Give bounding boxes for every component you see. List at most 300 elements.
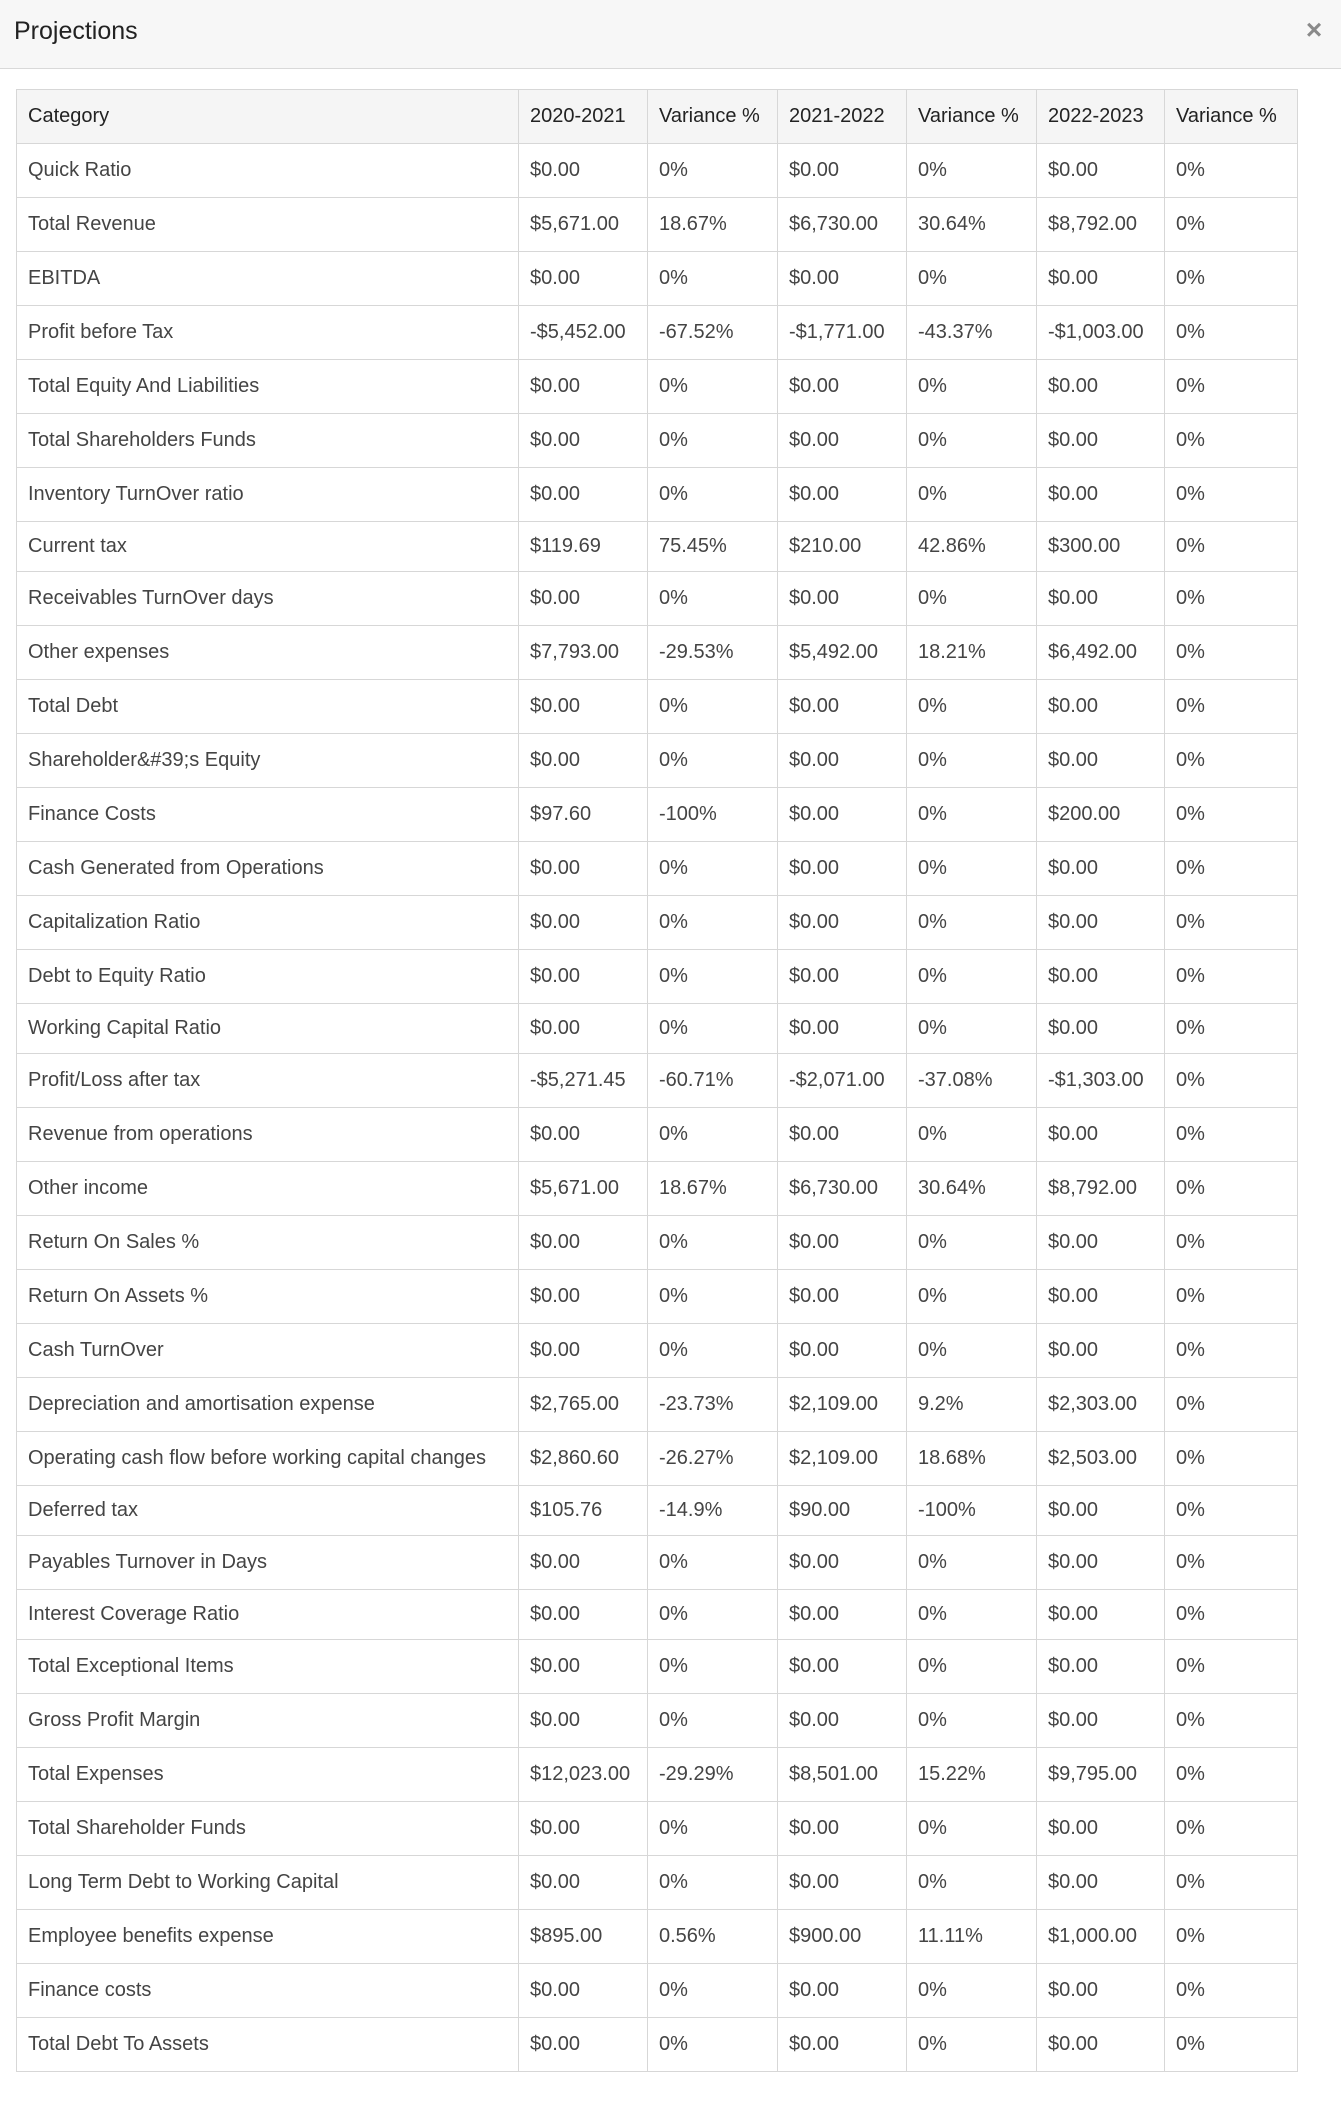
table-row <box>17 950 1298 1004</box>
value-2022-2023-cell: $300.00 <box>1037 522 1165 572</box>
value-2020-2021-cell: $7,793.00 <box>519 626 648 680</box>
variance-1-cell: 0% <box>648 252 778 306</box>
value-2020-2021-cell: $2,860.60 <box>519 1432 648 1486</box>
table-row <box>17 414 1298 468</box>
table-row <box>17 1162 1298 1216</box>
table-header-row <box>17 90 1298 144</box>
value-2020-2021-cell: $5,671.00 <box>519 1162 648 1216</box>
value-2022-2023-cell: $0.00 <box>1037 734 1165 788</box>
table-row <box>17 1054 1298 1108</box>
variance-2-cell: 0% <box>907 1270 1037 1324</box>
variance-2-cell: 0% <box>907 1856 1037 1910</box>
category-cell: Finance Costs <box>17 788 519 842</box>
variance-3-cell: 0% <box>1165 788 1298 842</box>
value-2021-2022-cell: $6,730.00 <box>778 198 907 252</box>
value-2020-2021-cell: $0.00 <box>519 1802 648 1856</box>
value-2020-2021-cell: $0.00 <box>519 680 648 734</box>
category-cell: Return On Sales % <box>17 1216 519 1270</box>
variance-3-cell: 0% <box>1165 1054 1298 1108</box>
value-2020-2021-cell: $0.00 <box>519 1270 648 1324</box>
variance-2-cell: 0% <box>907 1216 1037 1270</box>
variance-2-cell: 0% <box>907 252 1037 306</box>
category-cell: Debt to Equity Ratio <box>17 950 519 1004</box>
variance-1-cell: 0% <box>648 896 778 950</box>
variance-3-cell: 0% <box>1165 252 1298 306</box>
value-2021-2022-cell: $0.00 <box>778 788 907 842</box>
variance-1-cell: 0% <box>648 1324 778 1378</box>
value-2021-2022-cell: $0.00 <box>778 252 907 306</box>
variance-3-cell: 0% <box>1165 198 1298 252</box>
variance-1-cell: 0% <box>648 1536 778 1590</box>
value-2020-2021-cell: $0.00 <box>519 1590 648 1640</box>
value-2020-2021-cell: $0.00 <box>519 1216 648 1270</box>
table-row <box>17 1536 1298 1590</box>
category-cell: Capitalization Ratio <box>17 896 519 950</box>
variance-1-cell: 0% <box>648 1694 778 1748</box>
value-2021-2022-cell: $2,109.00 <box>778 1432 907 1486</box>
table-row <box>17 252 1298 306</box>
value-2020-2021-cell: $0.00 <box>519 1964 648 2018</box>
variance-2-cell: 0% <box>907 360 1037 414</box>
value-2022-2023-cell: $0.00 <box>1037 1324 1165 1378</box>
value-2022-2023-cell: $0.00 <box>1037 144 1165 198</box>
value-2022-2023-cell: -$1,003.00 <box>1037 306 1165 360</box>
variance-3-cell: 0% <box>1165 680 1298 734</box>
variance-3-cell: 0% <box>1165 1432 1298 1486</box>
table-row <box>17 1486 1298 1536</box>
table-row <box>17 1324 1298 1378</box>
variance-3-cell: 0% <box>1165 572 1298 626</box>
value-2020-2021-cell: $0.00 <box>519 1004 648 1054</box>
value-2020-2021-cell: $12,023.00 <box>519 1748 648 1802</box>
modal-title: Projections <box>14 17 138 45</box>
value-2022-2023-cell: $0.00 <box>1037 572 1165 626</box>
value-2022-2023-cell: $0.00 <box>1037 468 1165 522</box>
value-2022-2023-cell: $0.00 <box>1037 414 1165 468</box>
value-2021-2022-cell: $0.00 <box>778 1856 907 1910</box>
header-year-2022-2023: 2022-2023 <box>1037 90 1165 144</box>
value-2020-2021-cell: $97.60 <box>519 788 648 842</box>
category-cell: Total Exceptional Items <box>17 1640 519 1694</box>
value-2022-2023-cell: $0.00 <box>1037 1004 1165 1054</box>
value-2021-2022-cell: $0.00 <box>778 1324 907 1378</box>
variance-2-cell: 0% <box>907 734 1037 788</box>
variance-3-cell: 0% <box>1165 2018 1298 2072</box>
variance-3-cell: 0% <box>1165 1802 1298 1856</box>
category-cell: Interest Coverage Ratio <box>17 1590 519 1640</box>
header-variance-1: Variance % <box>648 90 778 144</box>
close-icon[interactable]: × <box>1305 14 1323 45</box>
variance-1-cell: -23.73% <box>648 1378 778 1432</box>
variance-3-cell: 0% <box>1165 1108 1298 1162</box>
category-cell: Profit before Tax <box>17 306 519 360</box>
value-2020-2021-cell: -$5,271.45 <box>519 1054 648 1108</box>
variance-3-cell: 0% <box>1165 306 1298 360</box>
value-2021-2022-cell: $0.00 <box>778 1640 907 1694</box>
variance-3-cell: 0% <box>1165 1640 1298 1694</box>
variance-1-cell: 18.67% <box>648 198 778 252</box>
table-row <box>17 1108 1298 1162</box>
variance-2-cell: 42.86% <box>907 522 1037 572</box>
category-cell: Payables Turnover in Days <box>17 1536 519 1590</box>
value-2021-2022-cell: $6,730.00 <box>778 1162 907 1216</box>
value-2022-2023-cell: $0.00 <box>1037 1486 1165 1536</box>
variance-1-cell: 0% <box>648 144 778 198</box>
value-2021-2022-cell: -$1,771.00 <box>778 306 907 360</box>
variance-3-cell: 0% <box>1165 522 1298 572</box>
category-cell: Profit/Loss after tax <box>17 1054 519 1108</box>
variance-2-cell: -100% <box>907 1486 1037 1536</box>
variance-1-cell: 0% <box>648 1802 778 1856</box>
value-2022-2023-cell: $8,792.00 <box>1037 1162 1165 1216</box>
variance-3-cell: 0% <box>1165 360 1298 414</box>
category-cell: Total Debt To Assets <box>17 2018 519 2072</box>
value-2022-2023-cell: $0.00 <box>1037 1590 1165 1640</box>
value-2022-2023-cell: $0.00 <box>1037 1964 1165 2018</box>
variance-3-cell: 0% <box>1165 1590 1298 1640</box>
variance-3-cell: 0% <box>1165 1694 1298 1748</box>
variance-1-cell: 0% <box>648 1108 778 1162</box>
category-cell: Cash Generated from Operations <box>17 842 519 896</box>
table-row <box>17 468 1298 522</box>
value-2020-2021-cell: $119.69 <box>519 522 648 572</box>
table-row <box>17 2018 1298 2072</box>
variance-2-cell: 0% <box>907 2018 1037 2072</box>
value-2021-2022-cell: $0.00 <box>778 680 907 734</box>
table-row <box>17 144 1298 198</box>
table-row <box>17 680 1298 734</box>
value-2022-2023-cell: $0.00 <box>1037 1640 1165 1694</box>
table-row <box>17 1590 1298 1640</box>
table-row <box>17 1270 1298 1324</box>
variance-2-cell: 0% <box>907 414 1037 468</box>
value-2021-2022-cell: $0.00 <box>778 1216 907 1270</box>
value-2021-2022-cell: $0.00 <box>778 734 907 788</box>
value-2022-2023-cell: $0.00 <box>1037 680 1165 734</box>
category-cell: Other expenses <box>17 626 519 680</box>
variance-3-cell: 0% <box>1165 1270 1298 1324</box>
category-cell: EBITDA <box>17 252 519 306</box>
value-2020-2021-cell: $0.00 <box>519 144 648 198</box>
category-cell: Shareholder&#39;s Equity <box>17 734 519 788</box>
category-cell: Quick Ratio <box>17 144 519 198</box>
variance-1-cell: 0% <box>648 1590 778 1640</box>
table-row <box>17 626 1298 680</box>
table-row <box>17 1640 1298 1694</box>
value-2022-2023-cell: $0.00 <box>1037 950 1165 1004</box>
variance-1-cell: -67.52% <box>648 306 778 360</box>
category-cell: Finance costs <box>17 1964 519 2018</box>
variance-1-cell: 0% <box>648 468 778 522</box>
value-2022-2023-cell: $0.00 <box>1037 1216 1165 1270</box>
variance-1-cell: -26.27% <box>648 1432 778 1486</box>
variance-2-cell: 0% <box>907 572 1037 626</box>
value-2022-2023-cell: $2,503.00 <box>1037 1432 1165 1486</box>
modal-body <box>16 89 1298 2072</box>
value-2022-2023-cell: $2,303.00 <box>1037 1378 1165 1432</box>
value-2022-2023-cell: $0.00 <box>1037 896 1165 950</box>
value-2021-2022-cell: $0.00 <box>778 1590 907 1640</box>
value-2020-2021-cell: $0.00 <box>519 1324 648 1378</box>
value-2021-2022-cell: $0.00 <box>778 468 907 522</box>
value-2021-2022-cell: $0.00 <box>778 1108 907 1162</box>
value-2021-2022-cell: $0.00 <box>778 950 907 1004</box>
variance-1-cell: 0% <box>648 2018 778 2072</box>
value-2020-2021-cell: $0.00 <box>519 896 648 950</box>
value-2020-2021-cell: $0.00 <box>519 1536 648 1590</box>
variance-2-cell: 0% <box>907 1324 1037 1378</box>
value-2020-2021-cell: $0.00 <box>519 360 648 414</box>
category-cell: Cash TurnOver <box>17 1324 519 1378</box>
value-2022-2023-cell: -$1,303.00 <box>1037 1054 1165 1108</box>
value-2020-2021-cell: $0.00 <box>519 252 648 306</box>
table-row <box>17 572 1298 626</box>
table-row <box>17 360 1298 414</box>
variance-2-cell: 11.11% <box>907 1910 1037 1964</box>
table-row <box>17 788 1298 842</box>
value-2021-2022-cell: $0.00 <box>778 414 907 468</box>
variance-1-cell: 0% <box>648 842 778 896</box>
variance-2-cell: 0% <box>907 1590 1037 1640</box>
value-2021-2022-cell: $8,501.00 <box>778 1748 907 1802</box>
variance-2-cell: 0% <box>907 1694 1037 1748</box>
variance-1-cell: 75.45% <box>648 522 778 572</box>
value-2022-2023-cell: $0.00 <box>1037 1270 1165 1324</box>
variance-2-cell: 0% <box>907 1108 1037 1162</box>
variance-1-cell: 0% <box>648 1270 778 1324</box>
category-cell: Current tax <box>17 522 519 572</box>
modal-header <box>0 0 1341 69</box>
table-row <box>17 522 1298 572</box>
value-2021-2022-cell: $2,109.00 <box>778 1378 907 1432</box>
value-2021-2022-cell: $0.00 <box>778 1964 907 2018</box>
table-row <box>17 1910 1298 1964</box>
variance-2-cell: 0% <box>907 680 1037 734</box>
value-2021-2022-cell: $900.00 <box>778 1910 907 1964</box>
value-2021-2022-cell: $0.00 <box>778 842 907 896</box>
table-row <box>17 1748 1298 1802</box>
table-row <box>17 1694 1298 1748</box>
variance-2-cell: -43.37% <box>907 306 1037 360</box>
table-row <box>17 1378 1298 1432</box>
variance-2-cell: 9.2% <box>907 1378 1037 1432</box>
value-2022-2023-cell: $200.00 <box>1037 788 1165 842</box>
category-cell: Deferred tax <box>17 1486 519 1536</box>
table-row <box>17 734 1298 788</box>
value-2020-2021-cell: $0.00 <box>519 950 648 1004</box>
variance-3-cell: 0% <box>1165 896 1298 950</box>
variance-1-cell: 0% <box>648 734 778 788</box>
variance-1-cell: 0% <box>648 572 778 626</box>
table-row <box>17 1802 1298 1856</box>
value-2020-2021-cell: $0.00 <box>519 1108 648 1162</box>
variance-3-cell: 0% <box>1165 1910 1298 1964</box>
value-2020-2021-cell: $0.00 <box>519 734 648 788</box>
value-2022-2023-cell: $0.00 <box>1037 1694 1165 1748</box>
variance-1-cell: -100% <box>648 788 778 842</box>
variance-3-cell: 0% <box>1165 626 1298 680</box>
value-2020-2021-cell: $0.00 <box>519 414 648 468</box>
category-cell: Total Expenses <box>17 1748 519 1802</box>
value-2022-2023-cell: $6,492.00 <box>1037 626 1165 680</box>
value-2020-2021-cell: $5,671.00 <box>519 198 648 252</box>
value-2021-2022-cell: $0.00 <box>778 572 907 626</box>
variance-3-cell: 0% <box>1165 734 1298 788</box>
category-cell: Gross Profit Margin <box>17 1694 519 1748</box>
variance-1-cell: -60.71% <box>648 1054 778 1108</box>
variance-2-cell: 0% <box>907 896 1037 950</box>
category-cell: Employee benefits expense <box>17 1910 519 1964</box>
variance-3-cell: 0% <box>1165 1162 1298 1216</box>
table-row <box>17 306 1298 360</box>
variance-3-cell: 0% <box>1165 1324 1298 1378</box>
variance-2-cell: 18.21% <box>907 626 1037 680</box>
category-cell: Operating cash flow before working capital changes <box>17 1432 519 1486</box>
value-2021-2022-cell: $0.00 <box>778 896 907 950</box>
table-row <box>17 896 1298 950</box>
variance-3-cell: 0% <box>1165 1964 1298 2018</box>
variance-1-cell: 0% <box>648 1640 778 1694</box>
value-2020-2021-cell: $0.00 <box>519 1856 648 1910</box>
variance-1-cell: 0% <box>648 1004 778 1054</box>
variance-3-cell: 0% <box>1165 1378 1298 1432</box>
value-2022-2023-cell: $1,000.00 <box>1037 1910 1165 1964</box>
value-2021-2022-cell: $0.00 <box>778 1004 907 1054</box>
value-2020-2021-cell: $0.00 <box>519 2018 648 2072</box>
variance-1-cell: 0% <box>648 1964 778 2018</box>
value-2021-2022-cell: -$2,071.00 <box>778 1054 907 1108</box>
variance-2-cell: 0% <box>907 1536 1037 1590</box>
variance-3-cell: 0% <box>1165 1748 1298 1802</box>
variance-2-cell: 30.64% <box>907 198 1037 252</box>
value-2022-2023-cell: $0.00 <box>1037 360 1165 414</box>
category-cell: Total Shareholders Funds <box>17 414 519 468</box>
table-body <box>17 144 1298 2072</box>
variance-1-cell: 18.67% <box>648 1162 778 1216</box>
variance-2-cell: 0% <box>907 1964 1037 2018</box>
variance-2-cell: 0% <box>907 842 1037 896</box>
category-cell: Return On Assets % <box>17 1270 519 1324</box>
table-row <box>17 1964 1298 2018</box>
variance-3-cell: 0% <box>1165 842 1298 896</box>
value-2020-2021-cell: -$5,452.00 <box>519 306 648 360</box>
variance-2-cell: -37.08% <box>907 1054 1037 1108</box>
variance-3-cell: 0% <box>1165 1486 1298 1536</box>
header-category: Category <box>17 90 519 144</box>
category-cell: Inventory TurnOver ratio <box>17 468 519 522</box>
value-2021-2022-cell: $0.00 <box>778 360 907 414</box>
variance-2-cell: 0% <box>907 1640 1037 1694</box>
value-2020-2021-cell: $105.76 <box>519 1486 648 1536</box>
variance-2-cell: 15.22% <box>907 1748 1037 1802</box>
value-2021-2022-cell: $0.00 <box>778 1536 907 1590</box>
variance-2-cell: 0% <box>907 468 1037 522</box>
value-2022-2023-cell: $0.00 <box>1037 842 1165 896</box>
header-year-2020-2021: 2020-2021 <box>519 90 648 144</box>
variance-1-cell: 0% <box>648 414 778 468</box>
value-2022-2023-cell: $0.00 <box>1037 2018 1165 2072</box>
value-2020-2021-cell: $0.00 <box>519 1640 648 1694</box>
value-2021-2022-cell: $0.00 <box>778 1694 907 1748</box>
value-2020-2021-cell: $0.00 <box>519 1694 648 1748</box>
table-row <box>17 1432 1298 1486</box>
variance-1-cell: -29.53% <box>648 626 778 680</box>
variance-1-cell: 0% <box>648 1216 778 1270</box>
variance-3-cell: 0% <box>1165 414 1298 468</box>
variance-2-cell: 0% <box>907 144 1037 198</box>
category-cell: Total Shareholder Funds <box>17 1802 519 1856</box>
variance-3-cell: 0% <box>1165 1004 1298 1054</box>
variance-1-cell: 0% <box>648 1856 778 1910</box>
value-2020-2021-cell: $895.00 <box>519 1910 648 1964</box>
variance-3-cell: 0% <box>1165 1856 1298 1910</box>
variance-2-cell: 0% <box>907 1004 1037 1054</box>
value-2021-2022-cell: $210.00 <box>778 522 907 572</box>
value-2022-2023-cell: $8,792.00 <box>1037 198 1165 252</box>
value-2020-2021-cell: $2,765.00 <box>519 1378 648 1432</box>
category-cell: Working Capital Ratio <box>17 1004 519 1054</box>
header-year-2021-2022: 2021-2022 <box>778 90 907 144</box>
value-2022-2023-cell: $0.00 <box>1037 1802 1165 1856</box>
variance-1-cell: 0% <box>648 360 778 414</box>
value-2022-2023-cell: $0.00 <box>1037 1856 1165 1910</box>
value-2022-2023-cell: $0.00 <box>1037 1108 1165 1162</box>
value-2020-2021-cell: $0.00 <box>519 842 648 896</box>
value-2020-2021-cell: $0.00 <box>519 572 648 626</box>
value-2022-2023-cell: $0.00 <box>1037 1536 1165 1590</box>
value-2021-2022-cell: $0.00 <box>778 1270 907 1324</box>
header-variance-3: Variance % <box>1165 90 1298 144</box>
value-2021-2022-cell: $5,492.00 <box>778 626 907 680</box>
category-cell: Receivables TurnOver days <box>17 572 519 626</box>
variance-2-cell: 0% <box>907 788 1037 842</box>
variance-1-cell: 0% <box>648 950 778 1004</box>
header-variance-2: Variance % <box>907 90 1037 144</box>
category-cell: Other income <box>17 1162 519 1216</box>
category-cell: Total Equity And Liabilities <box>17 360 519 414</box>
variance-3-cell: 0% <box>1165 468 1298 522</box>
variance-3-cell: 0% <box>1165 1216 1298 1270</box>
category-cell: Revenue from operations <box>17 1108 519 1162</box>
variance-3-cell: 0% <box>1165 1536 1298 1590</box>
projections-table <box>16 89 1298 2072</box>
value-2021-2022-cell: $0.00 <box>778 1802 907 1856</box>
variance-1-cell: 0% <box>648 680 778 734</box>
category-cell: Total Revenue <box>17 198 519 252</box>
table-row <box>17 1216 1298 1270</box>
value-2021-2022-cell: $0.00 <box>778 144 907 198</box>
variance-2-cell: 0% <box>907 950 1037 1004</box>
variance-1-cell: -29.29% <box>648 1748 778 1802</box>
variance-1-cell: -14.9% <box>648 1486 778 1536</box>
value-2020-2021-cell: $0.00 <box>519 468 648 522</box>
table-row <box>17 1856 1298 1910</box>
category-cell: Total Debt <box>17 680 519 734</box>
table-row <box>17 1004 1298 1054</box>
value-2021-2022-cell: $90.00 <box>778 1486 907 1536</box>
variance-1-cell: 0.56% <box>648 1910 778 1964</box>
value-2022-2023-cell: $9,795.00 <box>1037 1748 1165 1802</box>
category-cell: Long Term Debt to Working Capital <box>17 1856 519 1910</box>
table-row <box>17 198 1298 252</box>
value-2021-2022-cell: $0.00 <box>778 2018 907 2072</box>
variance-2-cell: 18.68% <box>907 1432 1037 1486</box>
variance-2-cell: 30.64% <box>907 1162 1037 1216</box>
table-row <box>17 842 1298 896</box>
category-cell: Depreciation and amortisation expense <box>17 1378 519 1432</box>
value-2022-2023-cell: $0.00 <box>1037 252 1165 306</box>
variance-3-cell: 0% <box>1165 950 1298 1004</box>
